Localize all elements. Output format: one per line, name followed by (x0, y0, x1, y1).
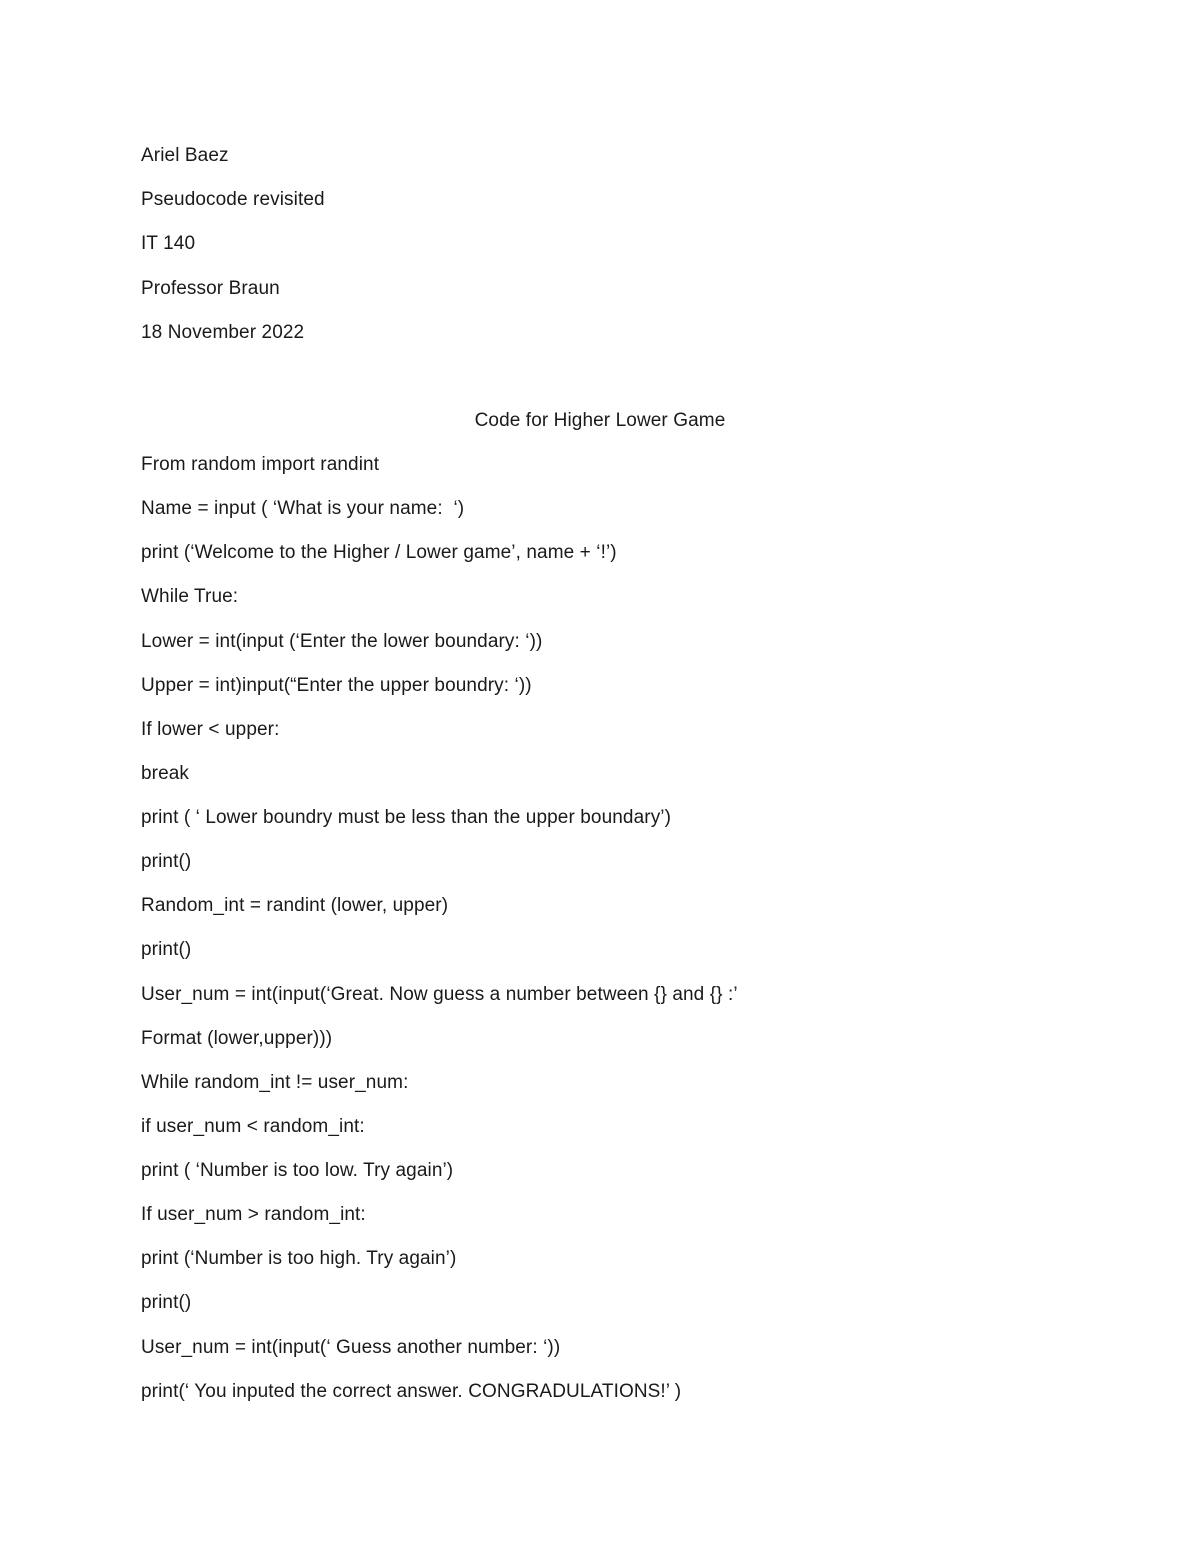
code-line: While random_int != user_num: (141, 1072, 409, 1093)
code-line: Random_int = randint (lower, upper) (141, 895, 449, 916)
code-line: Name = input ( ‘What is your name: ‘) (141, 498, 465, 519)
code-line: break (141, 763, 190, 784)
code-line: print(‘ You inputed the correct answer. CONGRADULATIONS!’ ) (141, 1381, 682, 1402)
code-line: While True: (141, 586, 239, 607)
code-line: If user_num > random_int: (141, 1204, 366, 1225)
code-line: User_num = int(input(‘ Guess another number: ‘)) (141, 1337, 561, 1358)
code-line: Upper = int)input(“Enter the upper boundry: ‘)) (141, 675, 532, 696)
professor-name: Professor Braun (141, 278, 280, 299)
code-line: print ( ‘ Lower boundry must be less than the upper boundary’) (141, 807, 672, 828)
assignment-title: Pseudocode revisited (141, 189, 325, 210)
code-line: User_num = int(input(‘Great. Now guess a number between {} and {} :’ (141, 984, 738, 1005)
code-line: print() (141, 1292, 192, 1313)
code-line: If lower < upper: (141, 719, 280, 740)
document-date: 18 November 2022 (141, 322, 305, 343)
code-line: From random import randint (141, 454, 380, 475)
author-name: Ariel Baez (141, 145, 229, 166)
code-line: Lower = int(input (‘Enter the lower boundary: ‘)) (141, 631, 543, 652)
code-line: print (‘Welcome to the Higher / Lower game’, name + ‘!’) (141, 542, 617, 563)
code-line: Format (lower,upper))) (141, 1028, 333, 1049)
code-line: print() (141, 939, 192, 960)
code-line: print (‘Number is too high. Try again’) (141, 1248, 457, 1269)
document-title: Code for Higher Lower Game (474, 410, 726, 431)
code-line: print ( ‘Number is too low. Try again’) (141, 1160, 454, 1181)
course-code: IT 140 (141, 233, 196, 254)
code-line: if user_num < random_int: (141, 1116, 365, 1137)
code-line: print() (141, 851, 192, 872)
